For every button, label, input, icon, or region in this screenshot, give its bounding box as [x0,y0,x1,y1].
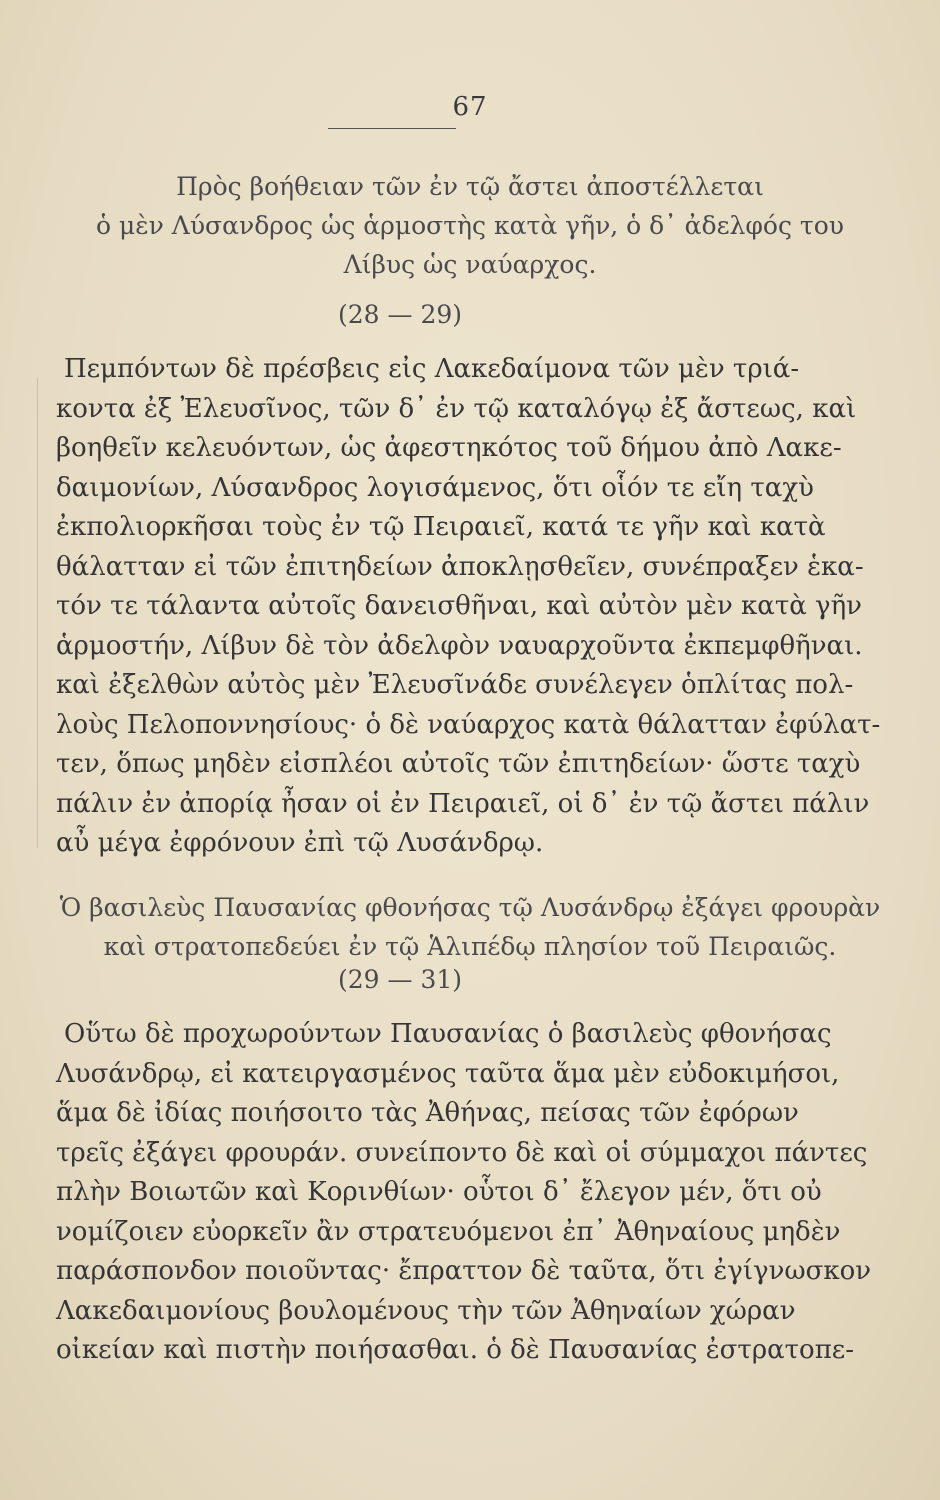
text-line: Λακεδαιμονίους βουλομένους τὴν τῶν Ἀθηναίων χώραν [56,1295,796,1326]
summary-line: Πρὸς βοήθειαν τῶν ἐν τῷ ἄστει ἀποστέλλεται [176,172,764,201]
page-edge-shadow [37,378,38,848]
text-line: τεν, ὅπως μηδὲν εἰσπλέοι αὐτοῖς τῶν ἐπιτηδείων· ὥστε ταχὺ [56,749,861,779]
text-line: κοντα ἐξ Ἐλευσῖνος, τῶν δ᾽ ἐν τῷ καταλόγῳ ἐξ ἄστεως, καὶ [56,393,857,424]
header-rule [328,128,456,129]
text-line: νομίζοιεν εὐορκεῖν ἂν στρατευόμενοι ἐπ᾽ Ἀθηναίους μηδὲν [56,1216,841,1247]
text-line: ἐκπολιορκῆσαι τοὺς ἐν τῷ Πειραιεῖ, κατά τε γῆν καὶ κατὰ [56,512,826,542]
text-line: τρεῖς ἐξάγει φρουράν. συνείποντο δὲ καὶ οἱ σύμμαχοι πάντες [56,1137,868,1168]
summary-line: ὁ μὲν Λύσανδρος ὡς ἁρμοστὴς κατὰ γῆν, ὁ δ᾽ ἀδελφός του [96,211,844,240]
text-line: αὖ μέγα ἐφρόνουν ἐπὶ τῷ Λυσάνδρῳ. [56,828,544,858]
text-line: καὶ ἐξελθὼν αὐτὸς μὲν Ἐλευσῖνάδε συνέλεγεν ὁπλίτας πολ- [56,670,854,700]
page-number: 67 [452,92,488,122]
paragraph-2 [56,1015,872,1371]
text-line: τόν τε τάλαντα αὐτοῖς δανεισθῆναι, καὶ αὐτὸν μὲν κατὰ γῆν [56,591,862,621]
text-line: Πεμπόντων δὲ πρέσβεις εἰς Λακεδαίμονα τῶν μὲν τριά- [64,354,800,384]
text-line: Οὕτω δὲ προχωρούντων Παυσανίας ὁ βασιλεὺς φθονήσας [64,1019,832,1049]
text-line: Λυσάνδρῳ, εἰ κατειργασμένος ταῦτα ἅμα μὲν εὐδοκιμήσοι, [56,1058,840,1089]
summary-line: καὶ στρατοπεδεύει ἐν τῷ Ἁλιπέδῳ πλησίον τοῦ Πειραιῶς. [103,932,837,961]
section-reference-2: (29 — 31) [337,965,463,994]
text-line: πάλιν ἐν ἀπορίᾳ ἦσαν οἱ ἐν Πειραιεῖ, οἱ δ᾽ ἐν τῷ ἄστει πάλιν [56,788,870,819]
text-line: οἰκείαν καὶ πιστὴν ποιήσασθαι. ὁ δὲ Παυσανίας ἐστρατοπε- [56,1335,855,1365]
text-line: θάλατταν εἰ τῶν ἐπιτηδείων ἀποκλῃσθεῖεν, συνέπραξεν ἑκα- [56,551,864,582]
summary-line: Λίβυς ὡς ναύαρχος. [343,250,597,279]
summary-line: Ὁ βασιλεὺς Παυσανίας φθονήσας τῷ Λυσάνδρῳ ἐξάγει φρουρὰν [59,893,881,922]
paragraph-1 [56,350,881,864]
text-line: ἁρμοστήν, Λίβυν δὲ τὸν ἀδελφὸν ναυαρχοῦντα ἐκπεμφθῆναι. [56,630,863,661]
section-reference-1: (28 — 29) [337,300,463,329]
section-summary-1 [40,167,900,284]
text-line: βοηθεῖν κελευόντων, ὡς ἀφεστηκότος τοῦ δήμου ἀπὸ Λακε- [56,433,842,463]
text-line: λοὺς Πελοποννησίους· ὁ δὲ ναύαρχος κατὰ θάλατταν ἐφύλατ- [56,709,881,740]
section-summary-2 [40,888,900,966]
text-line: ἅμα δὲ ἰδίας ποιήσοιτο τὰς Ἀθήνας, πείσας τῶν ἐφόρων [56,1098,799,1128]
text-line: παράσπονδον ποιοῦντας· ἔπραττον δὲ ταῦτα, ὅτι ἐγίγνωσκον [56,1256,872,1286]
text-line: πλὴν Βοιωτῶν καὶ Κορινθίων· οὗτοι δ᾽ ἔλεγον μέν, ὅτι οὐ [56,1177,822,1207]
text-line: δαιμονίων, Λύσανδρος λογισάμενος, ὅτι οἷόν τε εἴη ταχὺ [56,472,814,503]
